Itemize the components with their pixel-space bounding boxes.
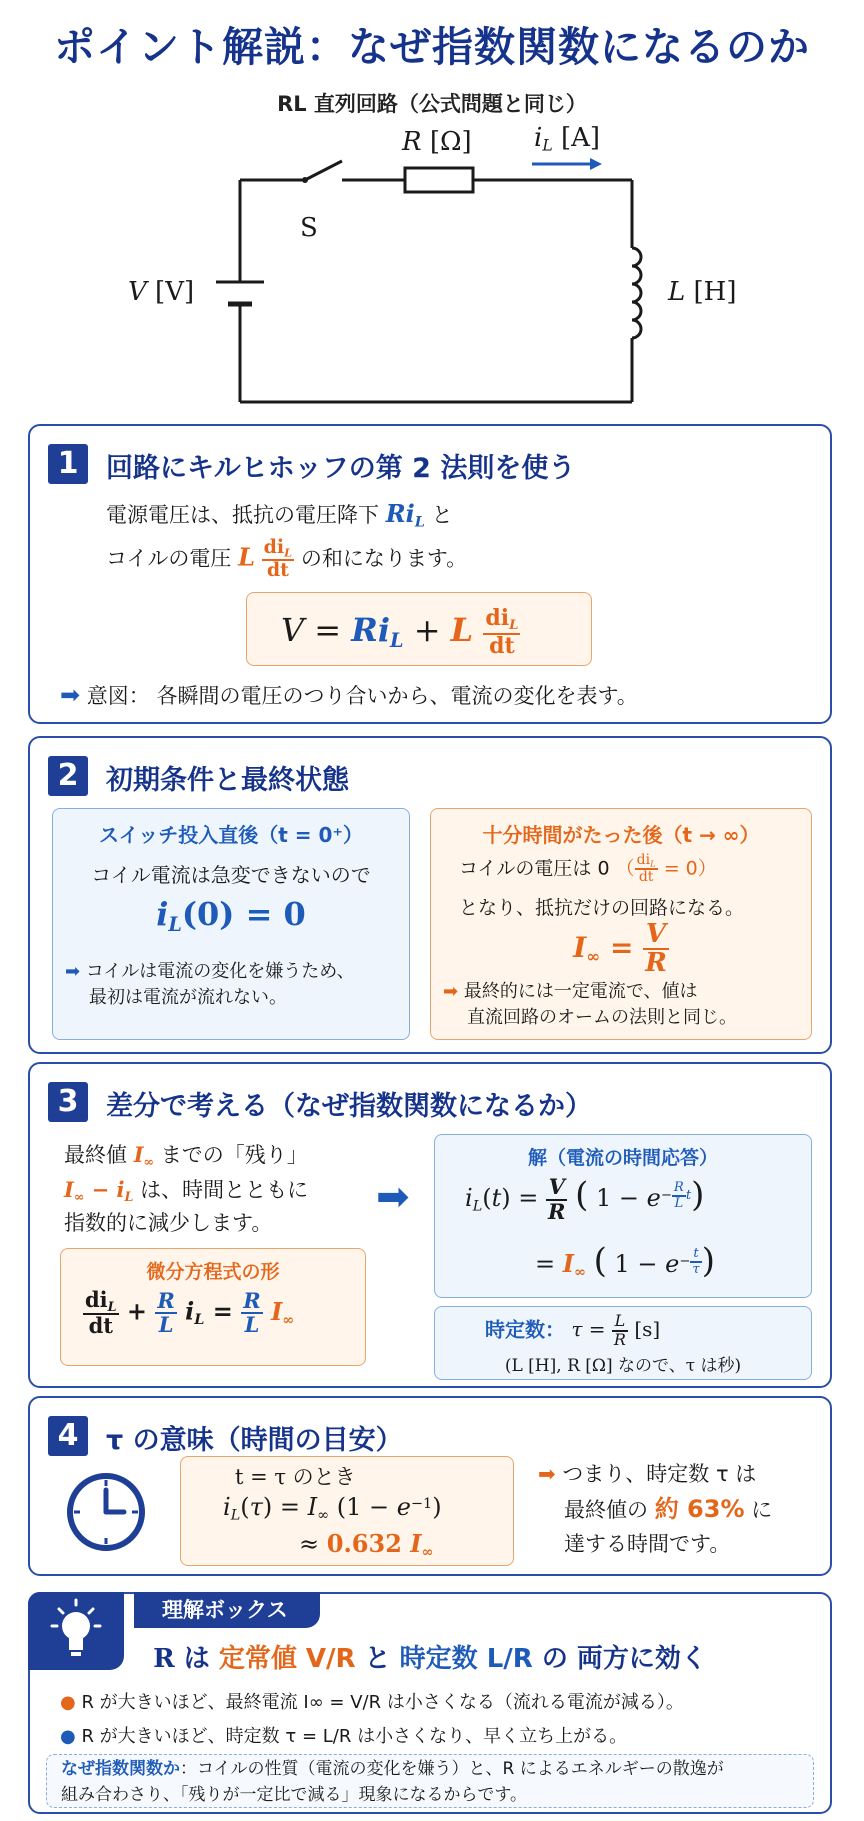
solution-box bbox=[434, 1134, 812, 1298]
section-title: 回路にキルヒホッフの第 2 法則を使う bbox=[106, 453, 576, 484]
final-state-box bbox=[430, 808, 812, 1040]
tau-approximation: ≈ 0.632 $I_\infty$ bbox=[299, 1529, 434, 1561]
remainder-text: 最終値 $I_\infty$ までの「残り」 $I_\infty - i_L$ は、時間とともに 指数的に減少します。 bbox=[64, 1142, 309, 1236]
section-difference bbox=[28, 1062, 832, 1388]
initial-condition-text: コイル電流は急変できないので bbox=[91, 863, 371, 887]
section1-note: ➡ 意図： 各瞬間の電圧のつり合いから、電流の変化を表す。 bbox=[60, 681, 638, 709]
initial-condition-note: ➡ コイルは電流の変化を嫌うため、 最初は電流が流れない。 bbox=[65, 961, 355, 1009]
solution-line2: = $I_\infty$ ( $1 - e^{- \frac{t}{\tau}}$ ) bbox=[535, 1241, 715, 1281]
final-state-text2: となり、抵抗だけの回路になる。 bbox=[459, 897, 745, 919]
section-kirchhoff bbox=[28, 424, 832, 724]
understanding-tag: 理解ボックス bbox=[134, 1592, 320, 1628]
initial-condition-equation: $i_L(0) = 0$ bbox=[156, 895, 306, 936]
differential-equation-head: 微分方程式の形 bbox=[146, 1261, 280, 1283]
arrow-right-icon: ➡ bbox=[60, 681, 81, 709]
initial-condition-head: スイッチ投入直後（t = 0⁺） bbox=[99, 823, 363, 847]
page-title: ポイント解説：なぜ指数関数になるのか bbox=[54, 23, 810, 71]
voltage-label: V [V] bbox=[128, 277, 195, 307]
final-state-note: ➡ 最終的には一定電流で、値は 直流回路のオームの法則と同じ。 bbox=[443, 981, 737, 1029]
kirchhoff-equation: $V = Ri_L + L$ $\frac{di_L}{dt}$ bbox=[281, 605, 519, 659]
switch-label: S bbox=[300, 213, 318, 243]
section-tau-meaning bbox=[28, 1396, 832, 1576]
understanding-headline: R は 定常値 V/R と 時定数 L/R の 両方に効く bbox=[153, 1644, 707, 1674]
final-state-head: 十分時間がたった後（t → ∞） bbox=[482, 823, 760, 847]
section-number: 1 bbox=[48, 444, 88, 484]
section-conditions bbox=[28, 736, 832, 1054]
tau-condition: t = τ のとき bbox=[235, 1465, 356, 1489]
section-number: 4 bbox=[48, 1416, 88, 1456]
section-title: 差分で考える（なぜ指数関数になるか） bbox=[106, 1091, 592, 1122]
arrow-right-icon: ➡ bbox=[538, 1462, 556, 1486]
solution-line1: $i_L(t)$ = $\frac{V}{R}$ ( $1 - e^{- \frac{R}{L} t}$) bbox=[465, 1174, 705, 1224]
section1-line1: 電源電圧は、抵抗の電圧降下 $Ri_L$ と bbox=[106, 499, 453, 531]
inductor-coil bbox=[632, 248, 641, 338]
final-state-equation: $I_\infty$ = $\frac{V}{R}$ bbox=[573, 919, 667, 979]
tau-equation: $i_L(\tau) = I_\infty$ $(1 - e^{-1})$ bbox=[223, 1493, 442, 1524]
section-title: τ の意味（時間の目安） bbox=[106, 1425, 403, 1456]
arrow-right-icon: ➡ bbox=[65, 961, 81, 982]
time-constant-definition: 時定数： τ = $\frac{L}{R}$ [s] bbox=[485, 1311, 661, 1349]
initial-condition-box bbox=[52, 808, 410, 1040]
understanding-bullet-1: ● R が大きいほど、最終電流 I∞ = V/R は小さくなる（流れる電流が減る）。 bbox=[60, 1692, 684, 1713]
section-number: 3 bbox=[48, 1082, 88, 1122]
time-constant-note: (L [H], R [Ω] なので、τ は秒) bbox=[504, 1356, 742, 1376]
differential-equation: $\frac{di_L}{dt}$ + $\frac{R}{L}$ $i_L$ = $\frac{R}{L}$ $I_\infty$ bbox=[85, 1287, 295, 1338]
why-exponential-note: なぜ指数関数か：コイルの性質（電流の変化を嫌う）と、R によるエネルギーの散逸が 組み合わさり、「残りが一定比で減る」現象になるからです。 bbox=[46, 1754, 814, 1808]
time-constant-box bbox=[434, 1306, 812, 1380]
circuit-caption: RL 直列回路（公式問題と同じ） bbox=[277, 92, 587, 116]
clock-icon bbox=[64, 1470, 148, 1554]
understanding-bullet-2: ● R が大きいほど、時定数 τ = L/R は小さくなり、早く立ち上がる。 bbox=[60, 1726, 628, 1747]
switch-blade bbox=[305, 161, 342, 180]
rl-circuit-diagram bbox=[0, 0, 864, 420]
kirchhoff-equation-box bbox=[246, 592, 592, 666]
current-arrow-head bbox=[590, 158, 602, 170]
section1-line2: コイルの電圧 L $\frac{di_L}{dt}$ の和になります。 bbox=[106, 536, 468, 582]
solution-head: 解（電流の時間応答） bbox=[527, 1147, 718, 1169]
resistor-label: R [Ω] bbox=[402, 127, 472, 157]
arrow-right-icon: ➡ bbox=[443, 981, 459, 1002]
arrow-right-icon: ➡ bbox=[376, 1174, 410, 1220]
differential-equation-box bbox=[60, 1248, 366, 1366]
tau-meaning-text: ➡ つまり、時定数 τ は 最終値の 約 63% に 達する時間です。 bbox=[538, 1462, 773, 1556]
section-title: 初期条件と最終状態 bbox=[106, 765, 349, 796]
section-number: 2 bbox=[48, 756, 88, 796]
tau-value-box bbox=[180, 1456, 514, 1566]
resistor-symbol bbox=[405, 168, 473, 192]
inductor-label: L [H] bbox=[668, 277, 737, 307]
understanding-box bbox=[28, 1592, 832, 1814]
final-state-text1: コイルの電圧は 0 （ $\frac{di_L}{dt}$ = 0） bbox=[459, 852, 717, 886]
current-label: $i_L$ [A] bbox=[534, 123, 601, 155]
